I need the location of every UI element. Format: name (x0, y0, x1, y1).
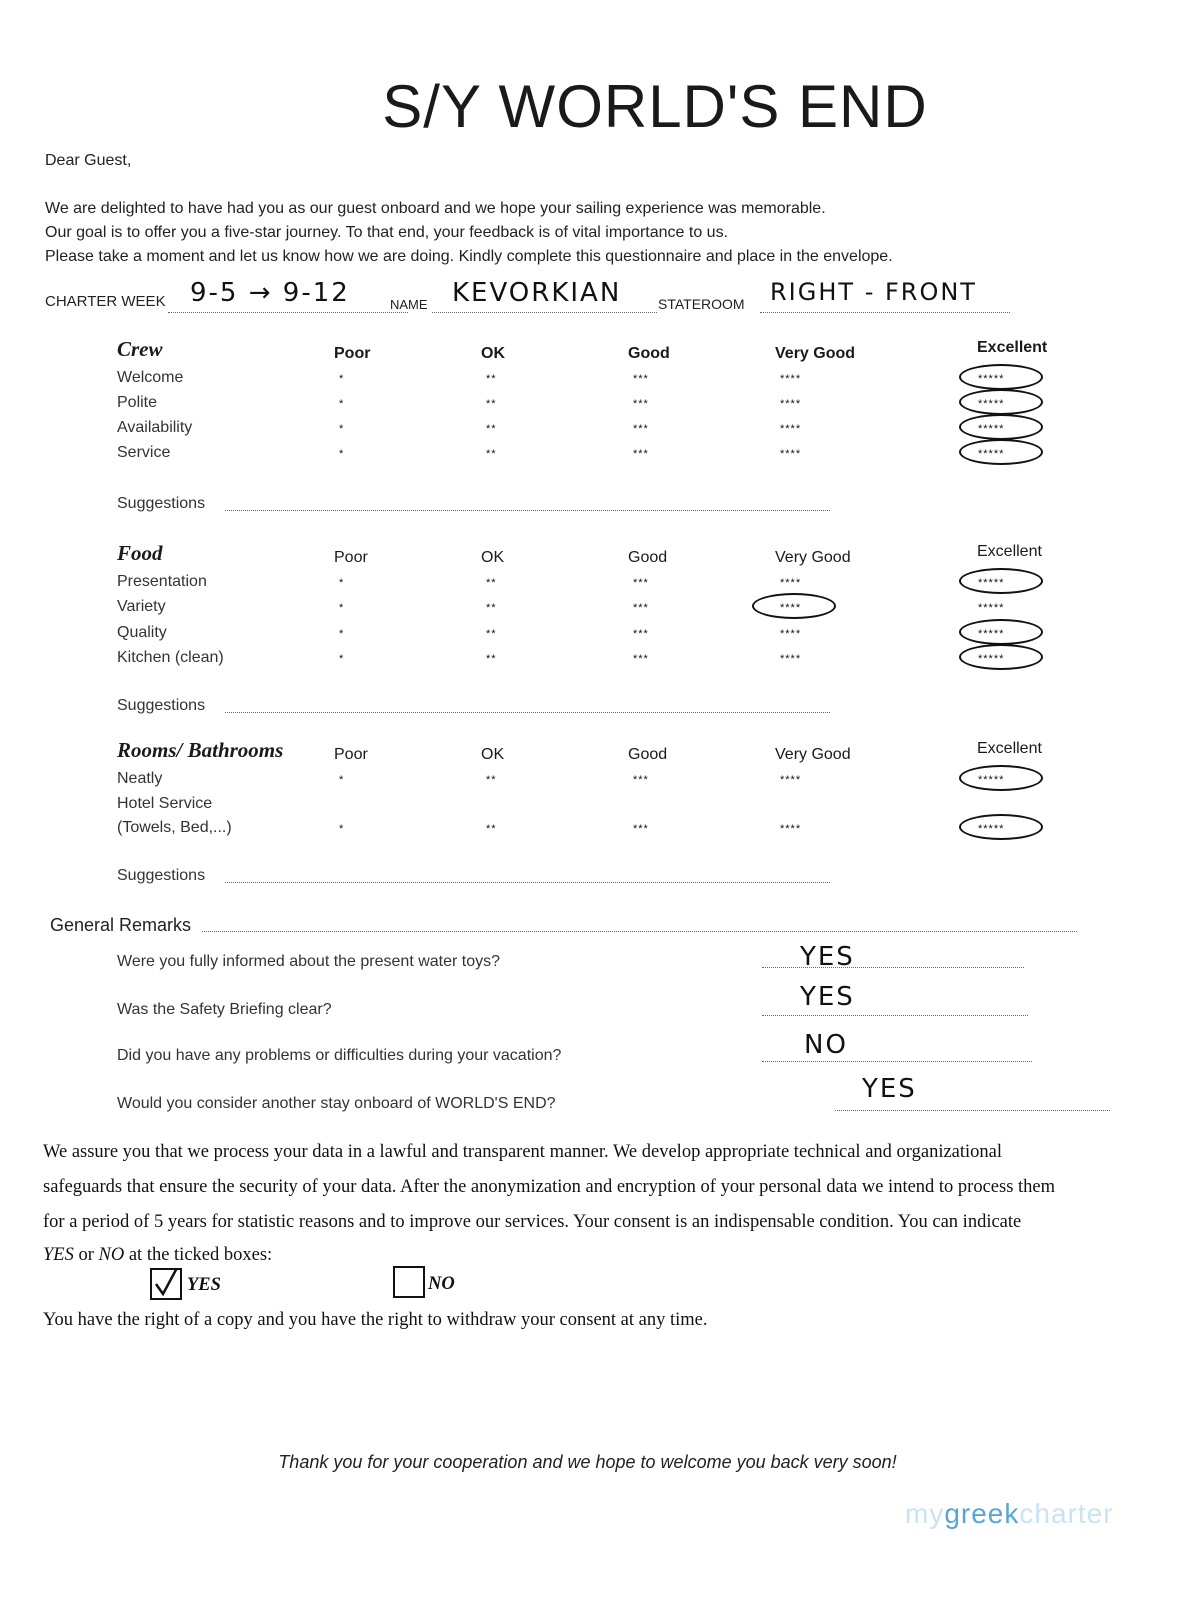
suggestions-label: Suggestions (117, 867, 206, 884)
suggestions-line[interactable] (225, 509, 830, 511)
consent-no-label: NO (428, 1274, 455, 1294)
consent-rights: You have the right of a copy and you have the right to withdraw your consent at any time. (43, 1310, 708, 1330)
rating-option[interactable]: *** (633, 398, 649, 410)
rating-option[interactable]: ***** (978, 577, 1005, 589)
rating-item-label: Polite (117, 394, 158, 411)
rating-option[interactable]: ** (486, 628, 497, 640)
question-1: Were you fully informed about the present water toys? (117, 953, 501, 970)
section-title: Food (117, 541, 163, 565)
rating-column-header: OK (481, 345, 505, 362)
answer-4[interactable]: YES (862, 1074, 917, 1104)
rating-option[interactable]: ** (486, 398, 497, 410)
name-value[interactable]: KEVORKIAN (452, 278, 622, 308)
consent-line: safeguards that ensure the security of your data. After the anonymization and encryption of your personal data we intend to process them (43, 1177, 1056, 1197)
rating-item-label: Quality (117, 624, 167, 641)
rating-item-label: Kitchen (clean) (117, 649, 224, 666)
checkmark-icon (152, 1270, 180, 1298)
rating-column-header: OK (481, 549, 505, 566)
selected-rating-circle (959, 364, 1043, 390)
general-remarks-label: General Remarks (50, 915, 192, 935)
closing-message: Thank you for your cooperation and we hope to welcome you back very soon! (278, 1452, 897, 1472)
rating-column-header: Poor (334, 549, 368, 566)
rating-column-header: Excellent (977, 543, 1042, 560)
rating-option[interactable]: ***** (978, 602, 1005, 614)
rating-column-header: Good (628, 345, 670, 362)
rating-option[interactable]: **** (780, 373, 802, 385)
rating-option[interactable]: ** (486, 653, 497, 665)
rating-column-header: Excellent (977, 740, 1042, 757)
charter-week-label: CHARTER WEEK (45, 293, 166, 310)
greeting: Dear Guest, (45, 152, 132, 169)
rating-option[interactable]: **** (780, 423, 802, 435)
rating-option[interactable]: * (339, 653, 345, 665)
suggestions-label: Suggestions (117, 495, 206, 512)
rating-option[interactable]: ***** (978, 423, 1005, 435)
selected-rating-circle (959, 644, 1043, 670)
section-title: Rooms/ Bathrooms (117, 738, 284, 762)
intro-line: Please take a moment and let us know how we are doing. Kindly complete this questionnaire and place in the envelope. (45, 248, 893, 265)
selected-rating-circle (959, 439, 1043, 465)
rating-column-header: Good (628, 549, 668, 566)
rating-option[interactable]: ** (486, 423, 497, 435)
rating-option[interactable]: *** (633, 448, 649, 460)
rating-column-header: OK (481, 746, 505, 763)
rating-option[interactable]: **** (780, 448, 802, 460)
rating-item-label: Welcome (117, 369, 184, 386)
rating-option[interactable]: * (339, 373, 345, 385)
rating-item-label: Variety (117, 598, 166, 615)
rating-option[interactable]: ** (486, 373, 497, 385)
rating-option[interactable]: * (339, 602, 345, 614)
answer-2[interactable]: YES (800, 982, 855, 1012)
section-title: Crew (117, 337, 163, 361)
answer-1[interactable]: YES (800, 942, 855, 972)
selected-rating-circle (959, 414, 1043, 440)
selected-rating-circle (959, 389, 1043, 415)
selected-rating-circle (959, 765, 1043, 791)
selected-rating-circle (959, 619, 1043, 645)
answer-3[interactable]: NO (804, 1030, 848, 1060)
rating-column-header: Very Good (775, 746, 851, 763)
page-title: S/Y WORLD'S END (382, 73, 928, 140)
suggestions-line[interactable] (225, 711, 830, 713)
rating-option[interactable]: *** (633, 602, 649, 614)
rating-option[interactable]: * (339, 448, 345, 460)
general-remarks-line[interactable] (202, 930, 1077, 932)
rating-column-header: Excellent (977, 339, 1048, 356)
intro-line: We are delighted to have had you as our guest onboard and we hope your sailing experience was memorable. (45, 200, 826, 217)
rating-option[interactable]: ** (486, 448, 497, 460)
rating-option[interactable]: * (339, 628, 345, 640)
question-4: Would you consider another stay onboard of WORLD'S END? (117, 1095, 556, 1112)
rating-option[interactable]: **** (780, 577, 802, 589)
rating-option[interactable]: ***** (978, 774, 1005, 786)
rating-option[interactable]: ***** (978, 653, 1005, 665)
question-2: Was the Safety Briefing clear? (117, 1001, 332, 1018)
rating-option[interactable]: **** (780, 398, 802, 410)
selected-rating-circle (752, 593, 836, 619)
suggestions-line[interactable] (225, 881, 830, 883)
question-3: Did you have any problems or difficulties during your vacation? (117, 1047, 562, 1064)
rating-column-header: Good (628, 746, 668, 763)
watermark-logo: mygreekcharter (905, 1498, 1114, 1529)
rating-option[interactable]: *** (633, 577, 649, 589)
rating-option[interactable]: ** (486, 774, 497, 786)
rating-option[interactable]: *** (633, 628, 649, 640)
rating-column-header: Very Good (775, 549, 851, 566)
rating-column-header: Poor (334, 746, 368, 763)
rating-option[interactable]: ** (486, 823, 497, 835)
rating-option[interactable]: *** (633, 774, 649, 786)
rating-option[interactable]: ** (486, 602, 497, 614)
rating-option[interactable]: * (339, 774, 345, 786)
consent-line: for a period of 5 years for statistic reasons and to improve our services. Your consent is an indispensable condition. You can indicate (43, 1212, 1022, 1232)
rating-column-header: Poor (334, 345, 371, 362)
rating-item-label: Availability (117, 419, 193, 436)
rating-option[interactable]: ***** (978, 398, 1005, 410)
rating-item-label: Presentation (117, 573, 207, 590)
selected-rating-circle (959, 814, 1043, 840)
suggestions-label: Suggestions (117, 697, 206, 714)
rating-item-label: Service (117, 444, 171, 461)
rating-option[interactable]: **** (780, 653, 802, 665)
rating-item-label: (Towels, Bed,...) (117, 819, 232, 836)
consent-yes-label: YES (187, 1275, 221, 1295)
name-label: NAME (390, 297, 428, 312)
rating-option[interactable]: ** (486, 577, 497, 589)
rating-option[interactable]: ***** (978, 628, 1005, 640)
rating-option[interactable]: * (339, 398, 345, 410)
charter-week-value[interactable]: 9-5 → 9-12 (190, 278, 350, 308)
rating-option[interactable]: ***** (978, 373, 1005, 385)
rating-option[interactable]: **** (780, 774, 802, 786)
stateroom-label: STATEROOM (658, 296, 745, 312)
rating-column-header: Very Good (775, 345, 856, 362)
rating-option[interactable]: * (339, 423, 345, 435)
consent-no-checkbox[interactable] (393, 1266, 425, 1298)
stateroom-value[interactable]: RIGHT - FRONT (770, 278, 977, 306)
selected-rating-circle (959, 568, 1043, 594)
rating-option[interactable]: ***** (978, 823, 1005, 835)
rating-item-label: Hotel Service (117, 795, 213, 812)
rating-option[interactable]: * (339, 577, 345, 589)
rating-option[interactable]: ***** (978, 448, 1005, 460)
intro-line: Our goal is to offer you a five-star journey. To that end, your feedback is of vital importance to us. (45, 224, 729, 241)
consent-line-last: YES or NO at the ticked boxes: (43, 1245, 273, 1265)
rating-option[interactable]: **** (780, 823, 802, 835)
rating-option[interactable]: * (339, 823, 345, 835)
rating-option[interactable]: *** (633, 373, 649, 385)
rating-option[interactable]: **** (780, 628, 802, 640)
rating-option[interactable]: **** (780, 602, 802, 614)
rating-option[interactable]: *** (633, 823, 649, 835)
rating-option[interactable]: *** (633, 653, 649, 665)
rating-item-label: Neatly (117, 770, 163, 787)
consent-line: We assure you that we process your data in a lawful and transparent manner. We develop appropriate technical and organizational (43, 1142, 1003, 1162)
consent-yes-checkbox[interactable] (150, 1268, 182, 1300)
rating-option[interactable]: *** (633, 423, 649, 435)
